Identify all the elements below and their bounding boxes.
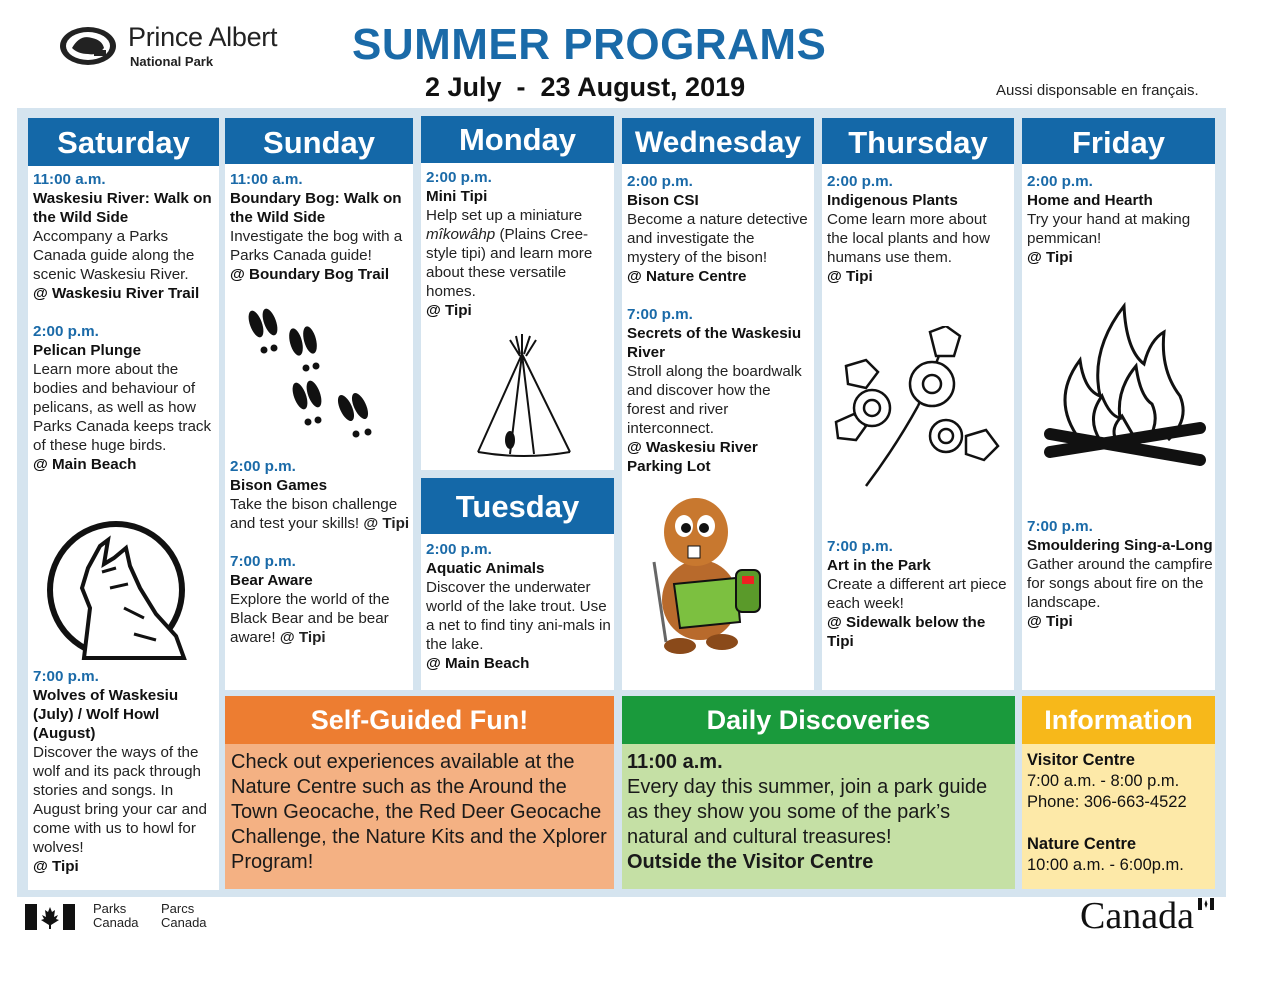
event-time: 11:00 a.m. <box>33 171 106 188</box>
daily-discoveries-content <box>627 750 1013 875</box>
friday-events <box>1027 172 1213 267</box>
date-range: 2 July - 23 August, 2019 <box>425 72 746 102</box>
tuesday-events <box>426 540 612 673</box>
french-availability-note: Aussi disponsable en français. <box>996 82 1199 99</box>
animal-tracks-icon <box>236 306 386 446</box>
event-description: Gather around the campfire for songs about fire on the landscape. <box>1027 556 1213 611</box>
event-time: 7:00 p.m. <box>827 538 893 555</box>
wild-rose-plant-icon <box>826 326 1006 488</box>
event-location: @ Main Beach <box>426 655 530 672</box>
event-time: 2:00 p.m. <box>230 458 296 475</box>
event-description <box>426 206 612 301</box>
day-header-monday: Monday <box>421 116 614 163</box>
event-description: Become a nature detective and investigate the mystery of the bison! <box>627 211 808 266</box>
daily-time: 11:00 a.m. <box>627 751 723 773</box>
event-title: Indigenous Plants <box>827 192 958 209</box>
event-location: @ Waskesiu River Trail <box>33 285 200 302</box>
parks-fr-line1: Parcs <box>161 901 195 916</box>
event-location: @ Tipi <box>1027 249 1073 266</box>
day-header-sunday: Sunday <box>225 118 413 164</box>
visitor-centre-hours: 7:00 a.m. - 8:00 p.m. <box>1027 772 1180 790</box>
event-location: @ Boundary Bog Trail <box>230 266 390 283</box>
monday-events <box>426 168 612 320</box>
event-title: Waskesiu River: Walk on the Wild Side <box>33 190 212 226</box>
parks-beaver-logo-icon <box>58 24 118 68</box>
daily-text: Every day this summer, join a park guide as they show you some of the park’s natural and cultural treasures! <box>627 776 988 848</box>
tipi-icon <box>470 334 580 460</box>
daily-location: Outside the Visitor Centre <box>627 851 874 873</box>
parks-en-line1: Parks <box>93 901 127 916</box>
event-title: Bison Games <box>230 477 328 494</box>
self-guided-text: Check out experiences available at the Nature Centre such as the Around the Town Geocache, the Red Deer Geocache Challenge, the Nature Kits and the Xplorer Program! <box>231 751 607 873</box>
event-time: 7:00 p.m. <box>230 553 296 570</box>
campfire-icon <box>1040 300 1210 480</box>
park-subtitle: National Park <box>130 54 214 69</box>
event-time: 2:00 p.m. <box>827 173 893 190</box>
event-description: Come learn more about the local plants and how humans use them. <box>827 211 990 266</box>
event-time: 11:00 a.m. <box>230 171 303 188</box>
day-header-wednesday: Wednesday <box>622 118 814 164</box>
event-title: Bison CSI <box>627 192 699 209</box>
parks-canada-french <box>161 902 207 930</box>
saturday-events <box>33 170 217 474</box>
event-time: 7:00 p.m. <box>1027 518 1093 535</box>
event-title: Secrets of the Waskesiu River <box>627 325 802 361</box>
event-description-part: Help set up a miniature <box>426 207 583 224</box>
information-content <box>1027 750 1213 876</box>
event-time: 2:00 p.m. <box>1027 173 1093 190</box>
canada-wordmark: Canada <box>1080 895 1194 937</box>
park-name: Prince Albert <box>128 22 278 52</box>
event-title: Home and Hearth <box>1027 192 1153 209</box>
visitor-centre-phone: Phone: 306-663-4522 <box>1027 793 1187 811</box>
event-title: Pelican Plunge <box>33 342 142 359</box>
event-description: Accompany a Parks Canada guide along the scenic Waskesiu River. <box>33 228 195 283</box>
event-location: @ Tipi <box>1027 613 1073 630</box>
sunday-afternoon-events <box>230 457 410 647</box>
wednesday-events <box>627 172 811 476</box>
parks-en-line2: Canada <box>93 915 139 930</box>
nature-centre-label: Nature Centre <box>1027 835 1137 853</box>
daily-discoveries-title: Daily Discoveries <box>622 696 1015 744</box>
event-description: Create a different art piece each week! <box>827 576 1007 612</box>
visitor-centre-label: Visitor Centre <box>1027 751 1135 769</box>
day-header-tuesday: Tuesday <box>421 478 614 534</box>
event-description: Discover the ways of the wolf and its pack through stories and songs. In August bring your car and come with us to howl for wolves! <box>33 744 207 856</box>
event-description: Learn more about the bodies and behaviour of pelicans, as well as how Parks Canada keeps track of these huge birds. <box>33 361 212 454</box>
parks-fr-line2: Canada <box>161 915 207 930</box>
friday-evening-event <box>1027 517 1213 631</box>
event-time: 2:00 p.m. <box>426 541 492 558</box>
day-header-saturday: Saturday <box>28 118 219 166</box>
self-guided-title: Self-Guided Fun! <box>225 696 614 744</box>
parks-canada-english <box>93 902 139 930</box>
event-title: Smouldering Sing-a-Long <box>1027 537 1213 554</box>
beaver-mascot-icon <box>640 492 772 656</box>
day-header-thursday: Thursday <box>822 118 1014 164</box>
event-location: @ Tipi <box>426 302 472 319</box>
sunday-events <box>230 170 410 284</box>
event-location: @ Nature Centre <box>627 268 747 285</box>
event-description: Stroll along the boardwalk and discover how the forest and river interconnect. <box>627 363 802 437</box>
event-time: 2:00 p.m. <box>426 169 492 186</box>
event-location: @ Tipi <box>827 268 873 285</box>
event-location: @ Sidewalk below the Tipi <box>827 614 986 650</box>
event-location: @ Main Beach <box>33 456 137 473</box>
event-title: Aquatic Animals <box>426 560 545 577</box>
event-description <box>230 590 410 647</box>
event-description-part: (Plains Cree-style tipi) and learn more about these versatile homes. <box>426 226 593 300</box>
nature-centre-hours: 10:00 a.m. - 6:00p.m. <box>1027 856 1184 874</box>
event-title: Boundary Bog: Walk on the Wild Side <box>230 190 402 226</box>
event-time: 2:00 p.m. <box>627 173 693 190</box>
canada-flag-icon <box>25 904 75 930</box>
event-description: Investigate the bog with a Parks Canada guide! <box>230 228 403 264</box>
event-time: 7:00 p.m. <box>33 668 99 685</box>
event-description-text: Take the bison challenge and test your skills! <box>230 496 398 532</box>
event-location: @ Waskesiu River Parking Lot <box>627 439 758 475</box>
day-header-friday: Friday <box>1022 118 1215 164</box>
event-description-italic: mîkowâhp <box>426 226 496 243</box>
thursday-events <box>827 172 1011 286</box>
event-title: Bear Aware <box>230 572 313 589</box>
saturday-evening-event <box>33 667 217 876</box>
thursday-evening-event <box>827 537 1011 651</box>
event-description <box>230 495 410 533</box>
page-title: SUMMER PROGRAMS <box>352 20 827 69</box>
wordmark-flag-icon <box>1198 898 1214 910</box>
event-title: Mini Tipi <box>426 188 488 205</box>
event-location: @ Tipi <box>363 515 410 532</box>
event-description: Discover the underwater world of the lake trout. Use a net to find tiny ani-mals in the lake. <box>426 579 611 653</box>
event-description: Try your hand at making pemmican! <box>1027 211 1191 247</box>
event-description-text: Explore the world of the Black Bear and be bear aware! <box>230 591 390 646</box>
information-title: Information <box>1022 696 1215 744</box>
event-location: @ Tipi <box>33 858 79 875</box>
event-title: Art in the Park <box>827 557 931 574</box>
event-location: @ Tipi <box>279 629 326 646</box>
howling-wolf-icon <box>44 518 194 660</box>
event-title: Wolves of Waskesiu (July) / Wolf Howl (August) <box>33 687 179 742</box>
event-time: 2:00 p.m. <box>33 323 99 340</box>
event-time: 7:00 p.m. <box>627 306 693 323</box>
